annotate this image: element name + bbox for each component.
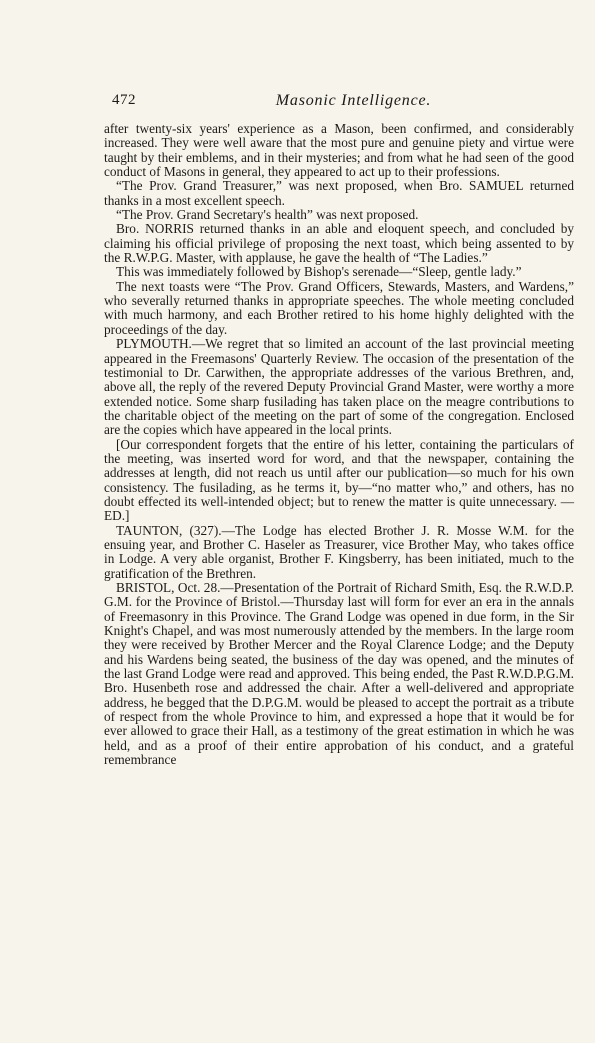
paragraph: BRISTOL, Oct. 28.—Presentation of the Portrait of Richard Smith, Esq. the R.W.D.P. G.M. for the Province of Bristol.—Thursday last will form for ever an era in the annals of Freemasonry in this Province. The Grand Lodge was opened in due form, in the Sir Knight's Chapel, and was most numerously attended by the members. In the large room they were received by Brother Mercer and the Royal Clarence Lodge; and the Deputy and his Wardens being seated, the business of the day was opened, and the minutes of the last Grand Lodge were read and approved. This being ended, the Past R.W.D.P.G.M. Bro. Husenbeth rose and addressed the chair. After a well-delivered and appropriate address, he begged that the D.P.G.M. would be pleased to accept the portrait as a tribute of respect from the whole Province to him, and expressed a hope that it would be for ever allowed to grace their Hall, as a testimony of the great estimation in which he was held, and as a proof of their entire approbation of his conduct, and a grateful remembrance [104, 580, 574, 768]
paragraph: Bro. NORRIS returned thanks in an able and eloquent speech, and concluded by claiming his official privilege of proposing the next toast, which being assented to by the R.W.P.G. Master, with applause, he gave the health of “The Ladies.” [104, 221, 574, 266]
running-head: Masonic Intelligence. [275, 92, 432, 109]
page-number: 472 [112, 92, 136, 108]
paragraph: The next toasts were “The Prov. Grand Officers, Stewards, Masters, and Wardens,” who severally returned thanks in appropriate speeches. The whole meeting concluded with much harmony, and each Brother retired to his home highly delighted with the proceedings of the day. [104, 278, 574, 337]
paragraph: TAUNTON, (327).—The Lodge has elected Brother J. R. Mosse W.M. for the ensuing year, and Brother C. Haseler as Treasurer, vice Brother May, who takes office in Lodge. A very able organist, Brother F. Kingsberry, has been initiated, much to the gratification of the Brethren. [104, 522, 574, 581]
paragraph: [Our correspondent forgets that the entire of his letter, containing the particulars of the meeting, was inserted word for word, and that the newspaper, containing the addresses at length, did not reach us until after our publication—so much for his own consistency. The fusilading, as he terms it, by—“no matter who,” and others, has no doubt effected its well-intended object; but to renew the matter is quite unnecessary. —ED.] [104, 436, 574, 524]
paragraph: “The Prov. Grand Secretary's health” was next proposed. [116, 207, 419, 223]
paragraph: “The Prov. Grand Treasurer,” was next proposed, when Bro. SAMUEL returned thanks in a most excellent speech. [104, 178, 574, 208]
article-body [104, 122, 574, 767]
page-header [104, 92, 563, 114]
paragraph: PLYMOUTH.—We regret that so limited an account of the last provincial meeting appeared in the Freemasons' Quarterly Review. The occasion of the presentation of the testimonial to Dr. Carwithen, the appropriate addresses of the various Brethren, and, above all, the reply of the revered Deputy Provincial Grand Master, were worthy a more extended notice. Some sharp fusilading has taken place on the meagre contributions to the charitable object of the meeting on the part of some of the congregation. Enclosed are the copies which have appeared in the local prints. [104, 336, 574, 438]
paragraph: This was immediately followed by Bishop's serenade—“Sleep, gentle lady.” [116, 264, 522, 280]
paragraph: after twenty-six years' experience as a Mason, been confirmed, and considerably increased. They were well aware that the most pure and genuine piety and virtue were taught by their emblems, and in their mysteries; and from what he had seen of the good conduct of Masons in general, they appeared to act up to their professions. [104, 121, 574, 180]
